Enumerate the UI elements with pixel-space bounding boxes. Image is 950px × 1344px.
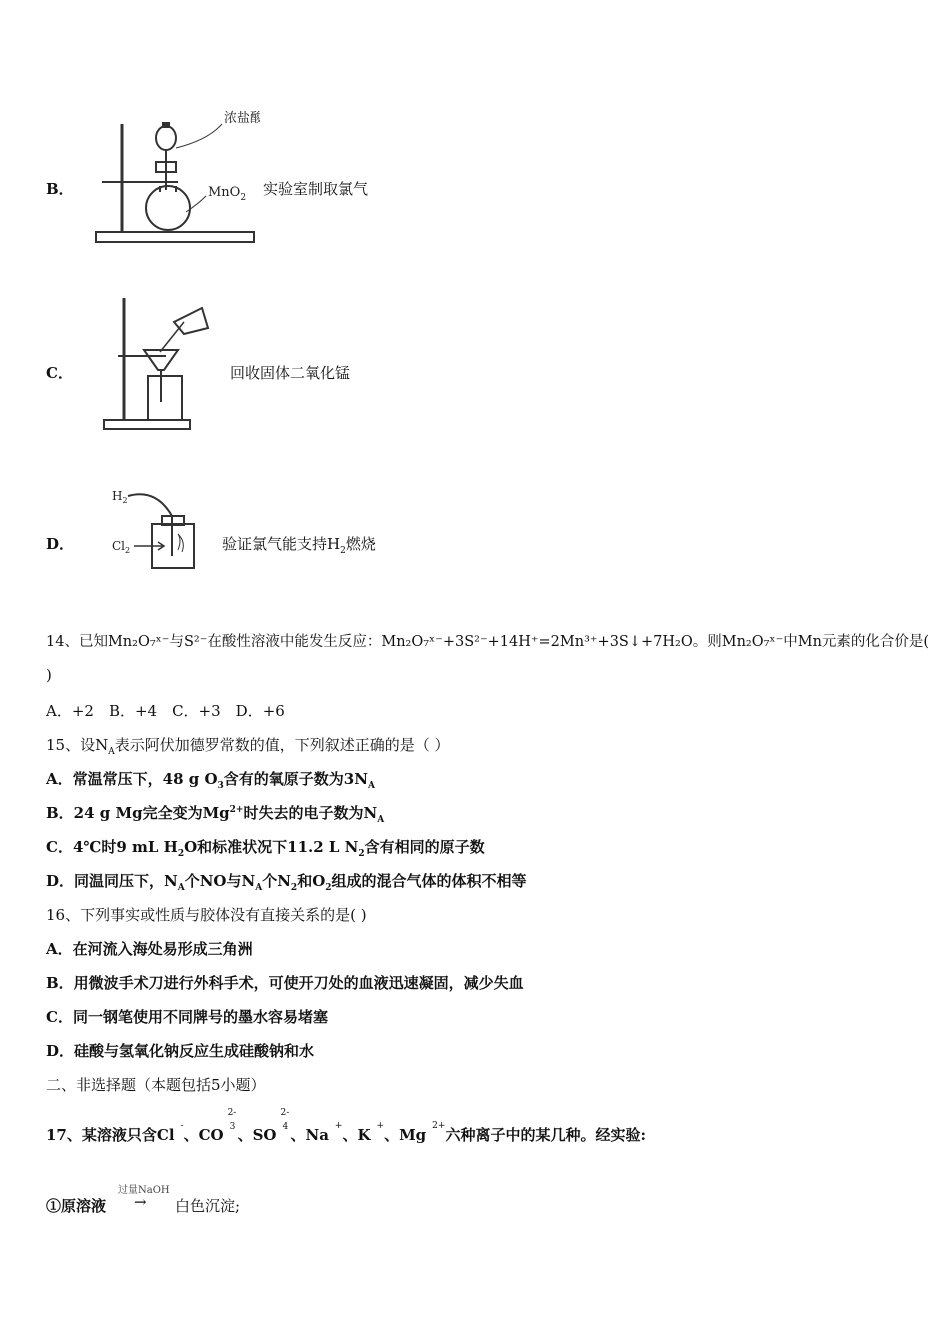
fig-b-label-mno2-sub: 2	[240, 193, 247, 203]
fig-d-label-h2: H	[112, 489, 123, 503]
q14-options: A．+2 B．+4 C．+3 D．+6	[46, 702, 285, 720]
q15-option-c: C．4℃时9 mL $H_2O$和标准状况下11.2 L $N_2$含有相同的原子数	[46, 838, 485, 859]
step1-label: ①原溶液	[46, 1197, 107, 1215]
option-d-text: 验证氯气能支持H	[222, 535, 341, 553]
svg-text:Cl2	[112, 539, 130, 555]
q14-stem: 、已知Mn₂O₇ˣ⁻与S²⁻在酸性溶液中能发生反应：Mn₂O₇ˣ⁻+3S²⁻+14H⁺=2Mn³⁺+3S↓+7H₂O。则Mn₂O₇ˣ⁻中Mn元素的化合价是(	[64, 634, 930, 650]
svg-text:H2	[112, 489, 128, 505]
q15-option-d: D．同温同压下，$N_A$个NO与$N_A$个$N_2$和$O_2$组成的混合气体的体积不相等	[46, 872, 527, 893]
option-c-label: C．	[46, 364, 73, 382]
q16-option-c: C．同一钢笔使用不同牌号的墨水容易堵塞	[46, 1008, 328, 1026]
q14-stem-cont: )	[46, 666, 52, 684]
fig-b-label-hcl: 浓盐酸	[224, 111, 260, 126]
q15-stem-sub: A	[108, 747, 115, 757]
q15-stem: 15、设N	[46, 736, 109, 754]
step1-result: 白色沉淀;	[175, 1197, 241, 1215]
section-heading: 二、非选择题（本题包括5小题）	[46, 1076, 266, 1094]
svg-text:MnO2	[208, 185, 246, 203]
option-c-text: 回收固体二氧化锰	[230, 364, 351, 382]
reagent-note: 过量NaOH	[118, 1185, 170, 1196]
q16-option-d: D．硅酸与氢氧化钠反应生成硅酸钠和水	[46, 1042, 315, 1060]
q14-number: 14	[46, 634, 65, 650]
fig-d-label-h2-sub: 2	[122, 496, 128, 505]
option-b-label: B．	[46, 180, 74, 198]
q15-stem-post: 表示阿伏加德罗常数的值，下列叙述正确的是（ ）	[114, 736, 450, 754]
reaction-arrow: →	[134, 1193, 147, 1211]
q16-stem: 16、下列事实或性质与胶体没有直接关系的是( )	[46, 906, 367, 924]
q15-option-b: B．24 g Mg完全变为$Mg^{2+}$时失去的电子数为$N_A$	[46, 804, 385, 825]
option-d-text-post: 燃烧	[345, 535, 376, 553]
filtration-figure	[74, 292, 226, 440]
option-b-text: 实验室制取氯气	[263, 180, 369, 198]
chlorine-generator-figure	[88, 100, 260, 248]
q15-option-a: A．常温常压下，48 g $O_3$含有的氧原子数为$3N_A$	[46, 770, 375, 791]
q16-option-b: B．用微波手术刀进行外科手术，可使开刀处的血液迅速凝固，减少失血	[46, 974, 524, 992]
option-d-text-sub: 2	[340, 546, 346, 556]
fig-b-label-mno2: MnO	[208, 185, 241, 200]
q17-stem: 17、某溶液只含Cl -、CO 2- 3 、SO 2- 4 、Na +、K +、Mg $^{2+}$六种离子中的某几种。经实验:	[46, 1108, 646, 1144]
option-d-label: D．	[46, 535, 75, 553]
fig-d-label-cl2-sub: 2	[125, 546, 131, 555]
q16-option-a: A．在河流入海处易形成三角洲	[46, 940, 253, 958]
fig-d-label-cl2: Cl	[112, 539, 126, 553]
hydrogen-combustion-figure	[86, 478, 218, 586]
